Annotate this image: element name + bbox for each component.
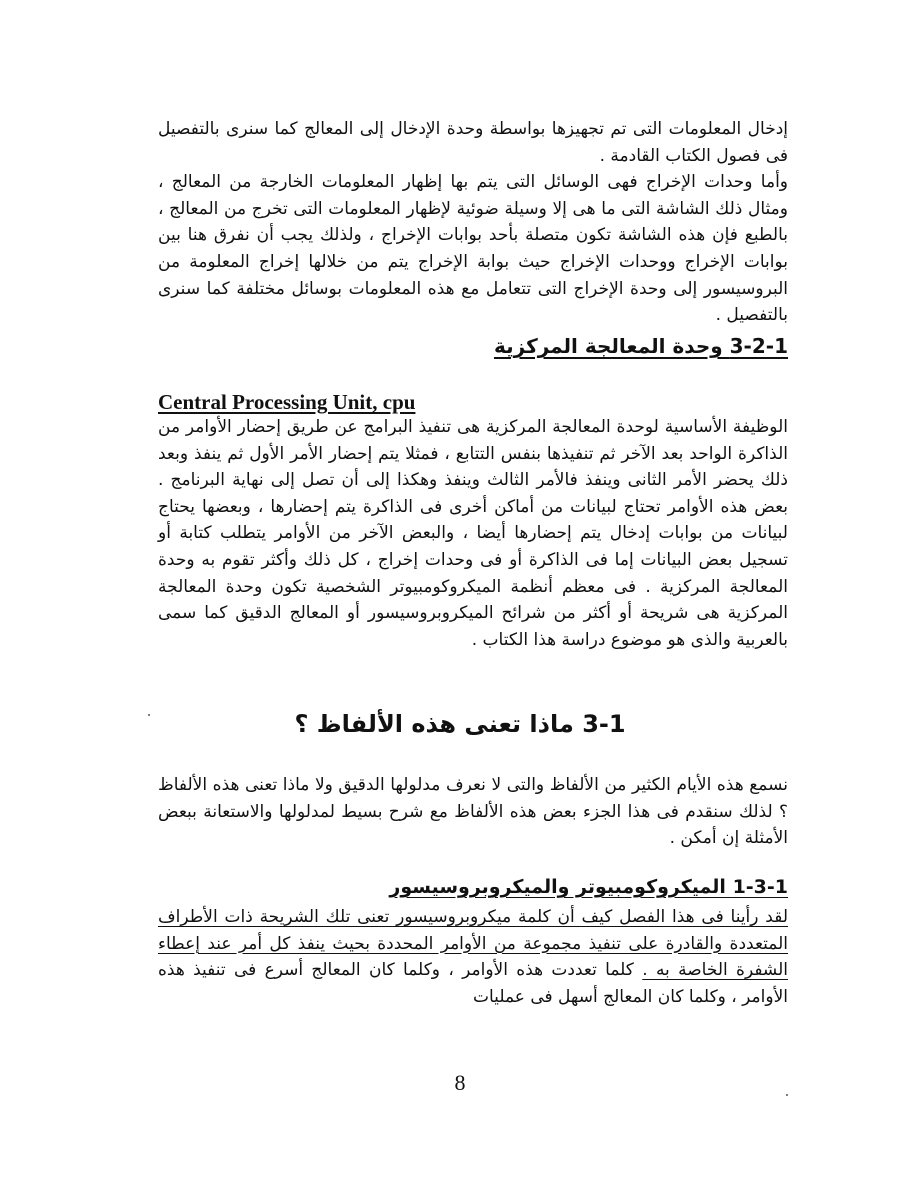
terms-text (158, 772, 788, 852)
scan-speck (148, 714, 150, 716)
micro-text (158, 904, 788, 1010)
section-heading-micro: 1-3-1 الميكروكومبيوتر والميكروبروسيسور (389, 876, 788, 898)
terms-paragraph: نسمع هذه الأيام الكثير من الألفاظ والتى لا نعرف مدلولها الدقيق ولا ماذا تعنى هذه الألفاظ ؟ لذلك سنقدم فى هذا الجزء بعض هذه الألفاظ مع شرح بسيط لمدلولها والاستعانة ببعض الأمثلة إن أمكن . (158, 775, 788, 849)
cpu-paragraph: الوظيفة الأساسية لوحدة المعالجة المركزية هى تنفيذ البرامج عن طريق إحضار الأوامر من الذاكرة الواحد بعد الآخر ثم تنفيذها بنفس التتابع ، فمثلا يتم إحضار الأمر الأول ثم ينفذ وبعد ذلك يحضر الأمر الثانى وينفذ فالأمر الثالث وينفذ وهكذا إلى أن تصل إلى نهاية البرنامج . بعض هذه الأوامر تحتاج لبيانات من أماكن أخرى فى الذاكرة يتم إحضارها ، وبعضها يحتاج لبيانات من بوابات إدخال يتم إحضارها أيضا ، والبعض الآخر من الأوامر يتطلب كتابة أو تسجيل بعض البيانات إما فى الذاكرة أو فى وحدات إخراج ، كل ذلك وأكثر تقوم به وحدة المعالجة المركزية . فى معظم أنظمة الميكروكومبيوتر الشخصية تكون وحدة المعالجة المركزية هى شريحة أو أكثر من شرائح الميكروبروسيسور أو المعالج الدقيق كما سمى بالعربية والذى هو موضوع دراسة هذا الكتاب . (158, 417, 788, 650)
micro-underlined-text: لقد رأينا فى هذا الفصل كيف أن كلمة ميكروبروسيسور تعنى تلك الشريحة ذات الأطراف المتعددة والقادرة على تنفيذ مجموعة من الأوامر المحددة بحيث ينفذ كل أمر عند إعطاء الشفرة الخاصة به . (158, 907, 788, 981)
intro-text (158, 116, 788, 329)
page-number: 8 (454, 1070, 466, 1095)
intro-paragraph-2: وأما وحدات الإخراج فهى الوسائل التى يتم بها إظهار المعلومات الخارجة من المعالج ، ومثال ذلك الشاشة التى ما هى إلا وسيلة ضوئية لإظهار المعلومات التى تخرج من المعالج ، بالطبع فإن هذه الشاشة تكون متصلة بأحد بوابات الإخراج ، ولذلك يجب أن نفرق هنا بين بوابات الإخراج ووحدات الإخراج حيث بوابة الإخراج يتم من خلالها إخراج المعلومة من البروسيسور إلى وحدة الإخراج التى تتعامل مع هذه المعلومات بوسائل مختلفة كما سنرى بالتفصيل . (158, 172, 788, 326)
cpu-text (158, 414, 788, 653)
micro-paragraph (158, 904, 788, 1010)
micro-rest-text: كلما تعددت هذه الأوامر ، وكلما كان المعالج أسرع فى تنفيذ هذه الأوامر ، وكلما كان المعالج أسهل فى عمليات (158, 960, 788, 1007)
intro-paragraph-1: إدخال المعلومات التى تم تجهيزها بواسطة وحدة الإدخال إلى المعالج كما سنرى بالتفصيل فى فصول الكتاب القادمة . (158, 119, 788, 166)
section-heading-cpu: 3-2-1 وحدة المعالجة المركزية (493, 334, 788, 358)
scan-speck (786, 1094, 788, 1096)
section-heading-terms: 3-1 ماذا تعنى هذه الألفاظ ؟ (294, 710, 626, 738)
section-heading-cpu-english: Central Processing Unit, cpu (158, 390, 416, 414)
